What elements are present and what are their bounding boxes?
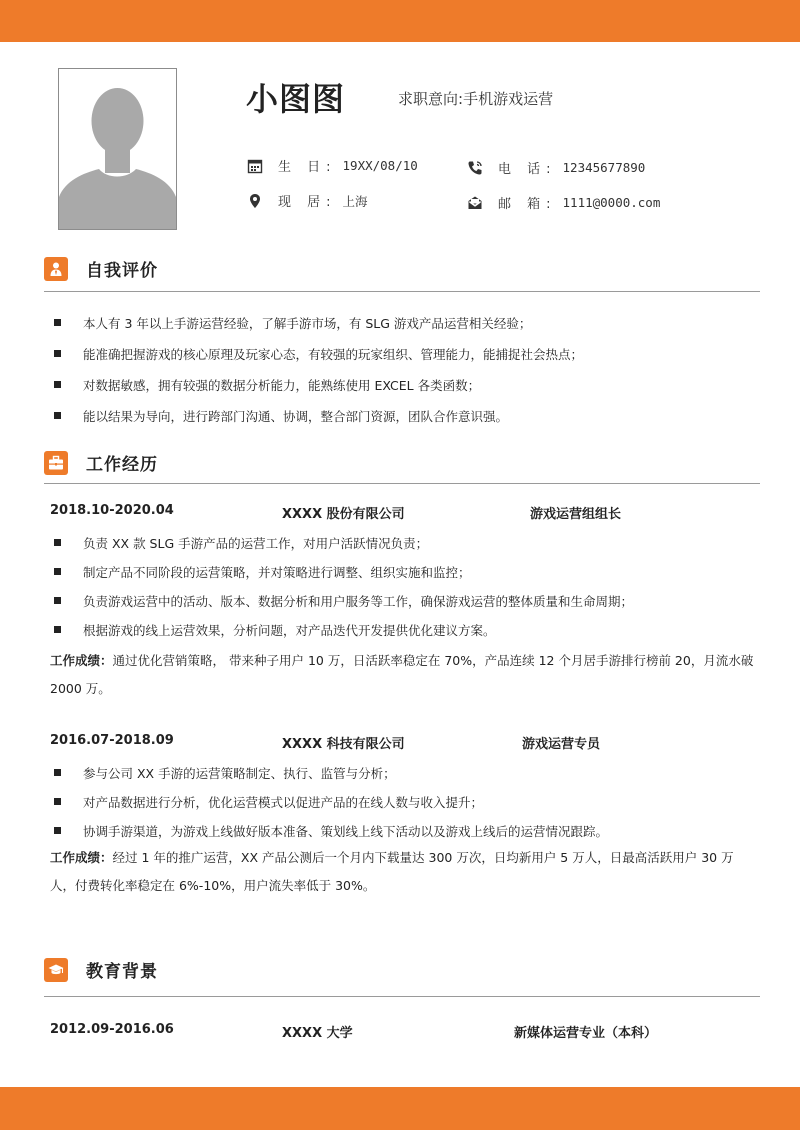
list-item: 对产品数据进行分析，优化运营模式以促进产品的在线人数与收入提升； xyxy=(54,787,608,816)
list-item: 根据游戏的线上运营效果，分析问题，对产品迭代开发提供优化建议方案。 xyxy=(54,615,633,644)
info-residence xyxy=(246,191,368,210)
job-intent-label: 求职意向: xyxy=(398,90,464,108)
section-education-header xyxy=(44,957,158,982)
email-label: 邮 箱: xyxy=(498,197,557,212)
candidate-name: 小图图 xyxy=(246,80,346,118)
residence-value: 上海 xyxy=(342,193,368,209)
education-period: 2012.09-2016.06 xyxy=(50,1022,174,1037)
birth-value: 19XX/08/10 xyxy=(342,158,418,173)
bottom-accent-bar xyxy=(0,1087,800,1130)
location-pin-icon xyxy=(246,192,264,210)
birth-label: 生 日: xyxy=(278,160,337,175)
phone-label: 电 话: xyxy=(498,162,557,177)
person-silhouette-icon xyxy=(59,69,176,229)
list-item: 制定产品不同阶段的运营策略，并对策略进行调整、组织实施和监控； xyxy=(54,557,633,586)
info-email xyxy=(466,193,660,212)
education-school: XXXX 大学 xyxy=(282,1026,353,1041)
section-work-title: 工作经历 xyxy=(86,455,158,475)
section-self-eval-title: 自我评价 xyxy=(86,261,158,281)
section-self-eval-header xyxy=(44,256,158,281)
achievement-label: 工作成绩： xyxy=(50,850,113,865)
list-item: 参与公司 XX 手游的运营策略制定、执行、监管与分析； xyxy=(54,758,608,787)
job-intent-value: 手机游戏运营 xyxy=(463,90,554,108)
section-divider xyxy=(44,291,760,292)
education-major: 新媒体运营专业（本科） xyxy=(514,1026,658,1041)
list-item: 能准确把握游戏的核心原理及玩家心态，有较强的玩家组织、管理能力，能捕捉社会热点； xyxy=(54,338,583,369)
graduation-cap-icon xyxy=(44,958,68,982)
phone-value: 12345677890 xyxy=(562,160,646,175)
info-birth xyxy=(246,156,418,175)
list-item: 能以结果为导向，进行跨部门沟通、协调，整合部门资源，团队合作意识强。 xyxy=(54,400,583,431)
list-item: 负责 XX 款 SLG 手游产品的运营工作，对用户活跃情况负责； xyxy=(54,528,633,557)
job-period: 2016.07-2018.09 xyxy=(50,733,174,748)
list-item: 负责游戏运营中的活动、版本、数据分析和用户服务等工作，确保游戏运营的整体质量和生命周期； xyxy=(54,586,633,615)
job-company: XXXX 股份有限公司 xyxy=(282,507,405,522)
calendar-icon xyxy=(246,157,264,175)
achievement-label: 工作成绩： xyxy=(50,653,113,668)
list-item: 本人有 3 年以上手游运营经验，了解手游市场，有 SLG 游戏产品运营相关经验； xyxy=(54,307,583,338)
top-accent-bar xyxy=(0,0,800,42)
envelope-icon xyxy=(466,194,484,212)
info-phone xyxy=(466,158,645,177)
section-education-title: 教育背景 xyxy=(86,962,158,982)
phone-icon xyxy=(466,159,484,177)
job-achievement xyxy=(50,647,755,703)
list-item: 对数据敏感，拥有较强的数据分析能力，能熟练使用 EXCEL 各类函数； xyxy=(54,369,583,400)
section-work-header xyxy=(44,450,158,475)
achievement-text: 通过优化营销策略， 带来种子用户 10 万，日活跃率稳定在 70%，产品连续 12 个月居手游排行榜前 20，月流水破 2000 万。 xyxy=(50,653,754,696)
job-period: 2018.10-2020.04 xyxy=(50,503,174,518)
job-role: 游戏运营专员 xyxy=(522,737,601,752)
self-eval-list xyxy=(54,307,583,431)
job-achievement xyxy=(50,844,755,900)
section-divider xyxy=(44,483,760,484)
section-divider xyxy=(44,996,760,997)
job-duties-list xyxy=(54,758,608,845)
job-role: 游戏运营组组长 xyxy=(530,507,622,522)
residence-label: 现 居: xyxy=(278,195,337,210)
list-item: 协调手游渠道，为游戏上线做好版本准备、策划线上线下活动以及游戏上线后的运营情况跟踪。 xyxy=(54,816,608,845)
job-duties-list xyxy=(54,528,633,644)
job-company: XXXX 科技有限公司 xyxy=(282,737,405,752)
job-intent xyxy=(398,88,553,109)
achievement-text: 经过 1 年的推广运营，XX 产品公测后一个月内下载量达 300 万次，日均新用户 5 万人，日最高活跃用户 30 万人，付费转化率稳定在 6%-10%，用户流失率低于 30%。 xyxy=(50,850,734,893)
email-value: 1111@0000.com xyxy=(562,195,661,210)
avatar xyxy=(58,68,177,230)
briefcase-icon xyxy=(44,451,68,475)
person-icon xyxy=(44,257,68,281)
